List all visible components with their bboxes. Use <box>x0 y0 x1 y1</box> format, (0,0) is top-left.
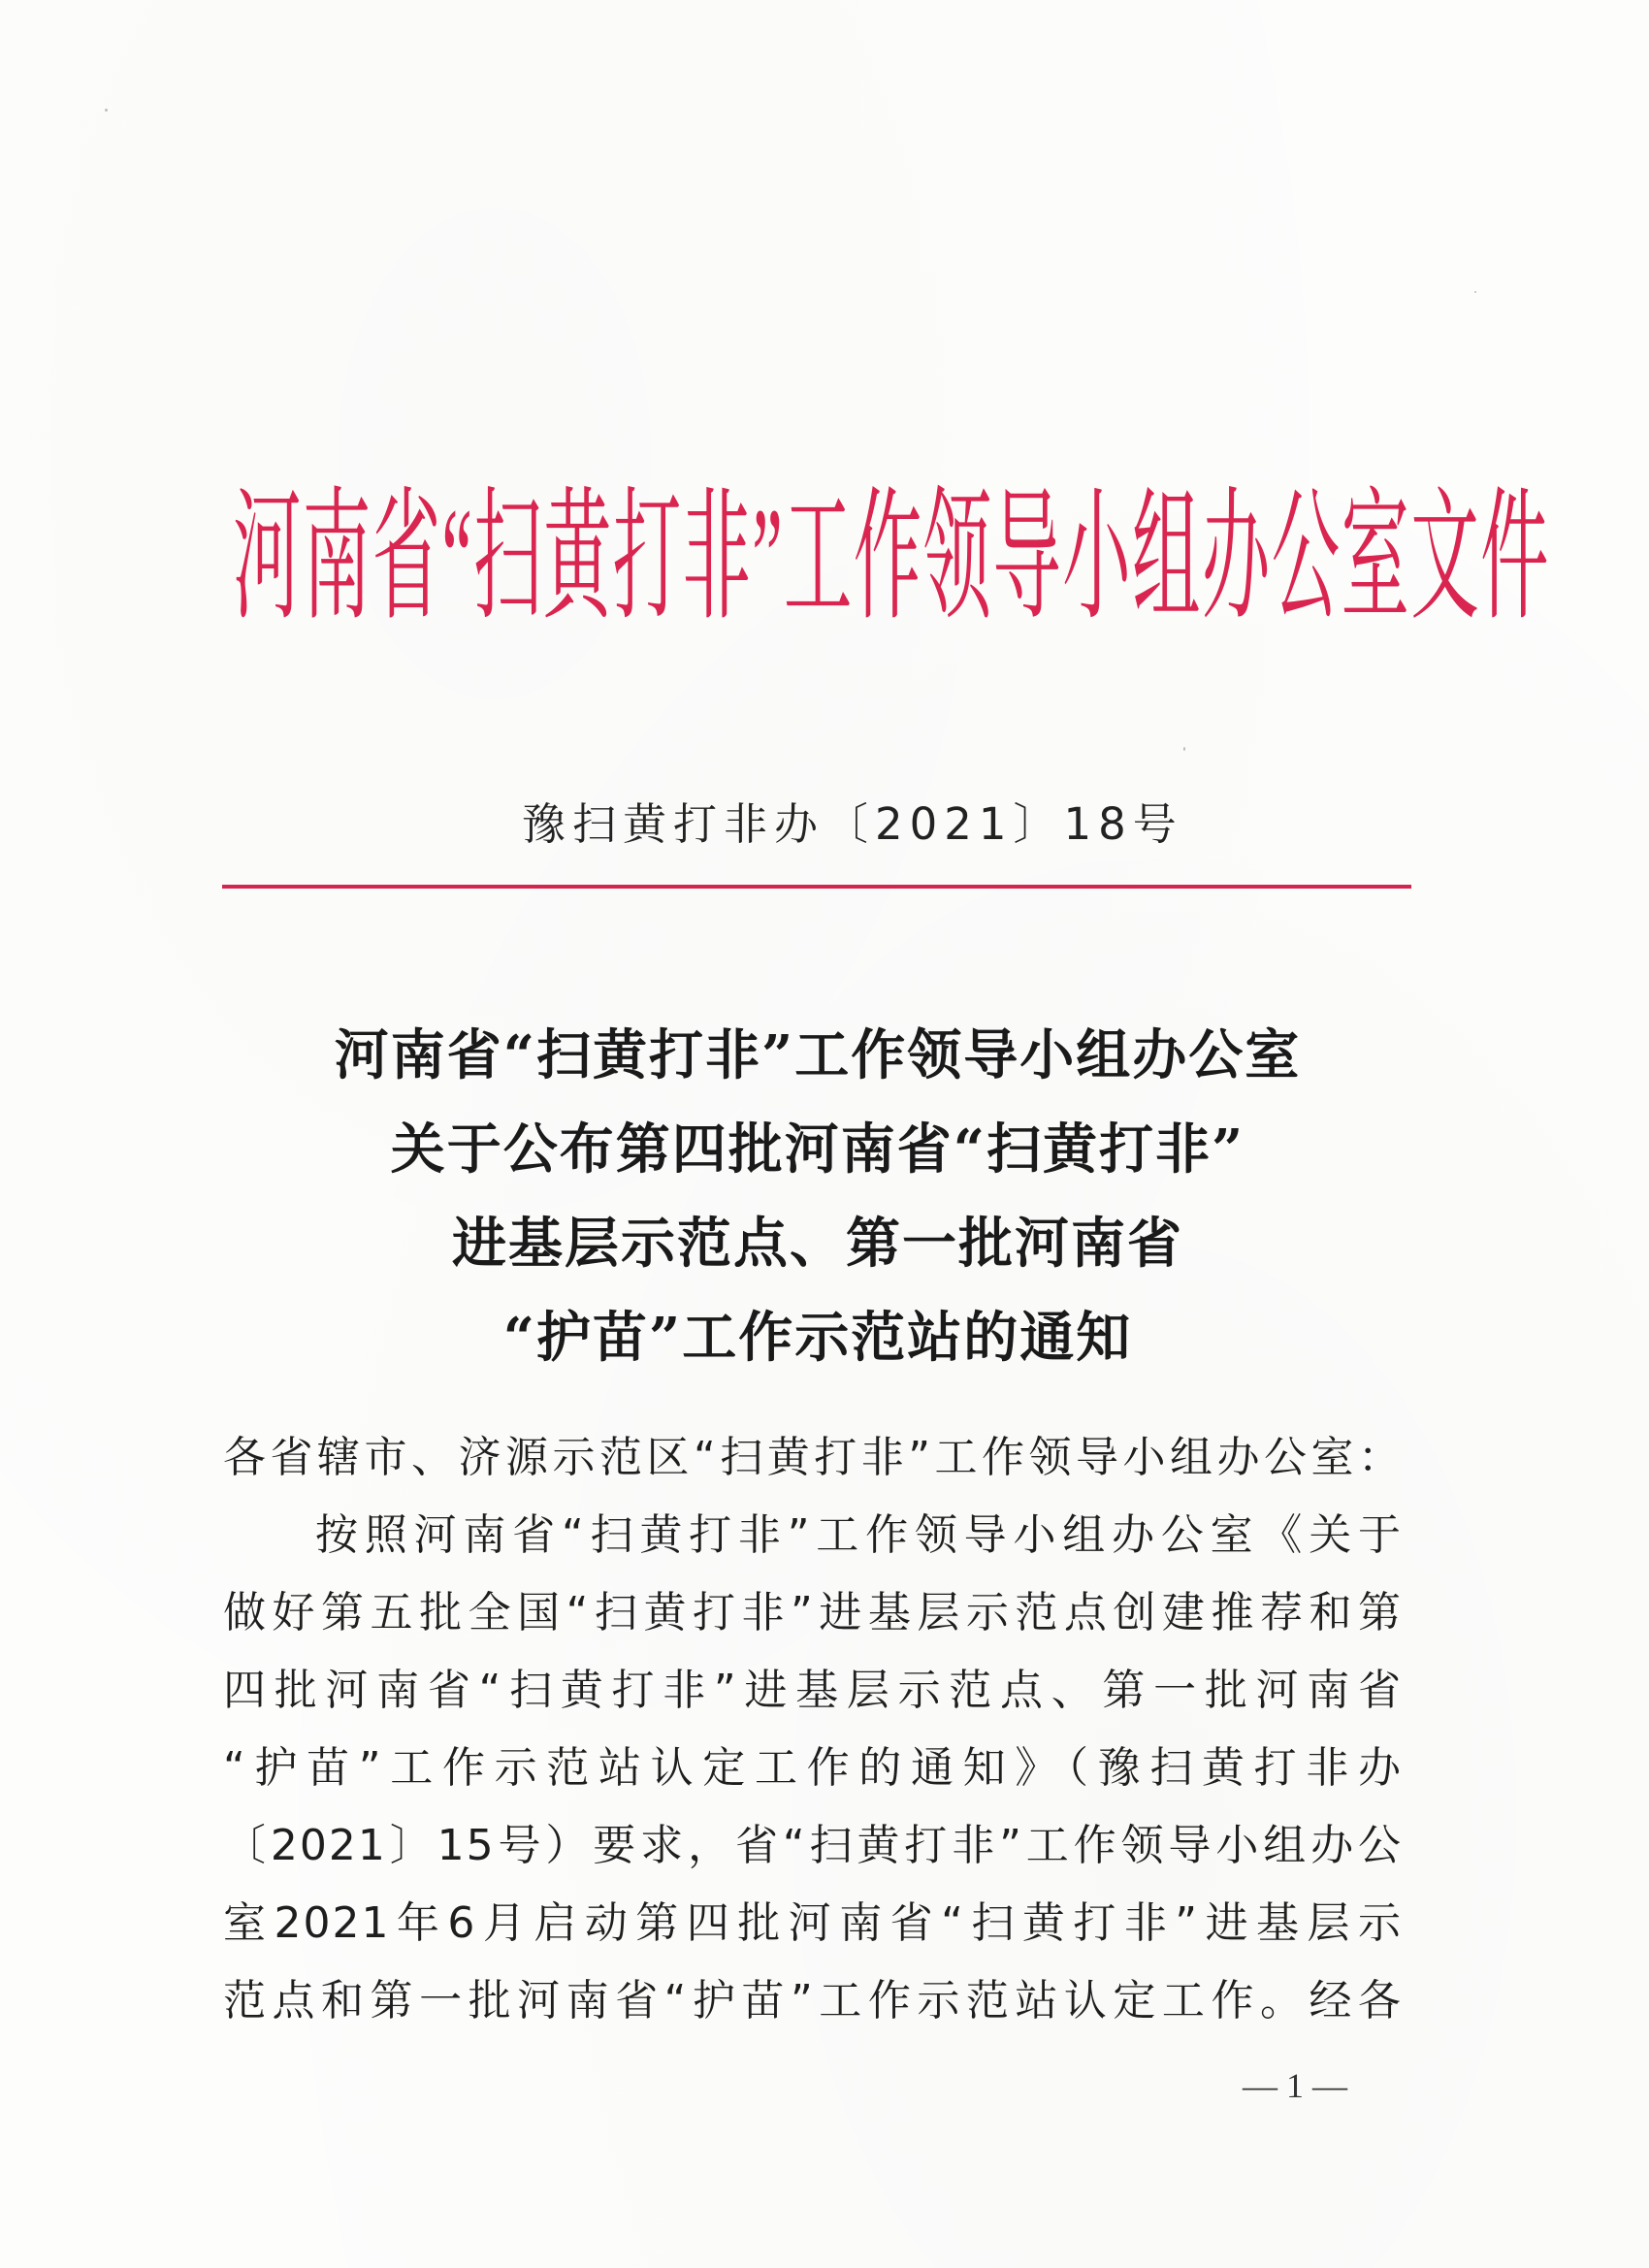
scan-speck <box>1474 291 1476 293</box>
title-line-2: 关于公布第四批河南省“扫黄打非” <box>390 1118 1245 1182</box>
body-line: 〔2021〕15号）要求，省“扫黄打非”工作领导小组办公 <box>223 1821 1403 1870</box>
body-line: 做好第五批全国“扫黄打非”进基层示范点创建推荐和第 <box>223 1588 1403 1637</box>
document-number: 豫扫黄打非办〔2021〕18号 <box>522 798 1183 850</box>
body-line: “护苗”工作示范站认定工作的通知》（豫扫黄打非办 <box>223 1743 1403 1793</box>
body-line: 室2021年6月启动第四批河南省“扫黄打非”进基层示 <box>223 1898 1403 1948</box>
title-line-1: 河南省“扫黄打非”工作领导小组办公室 <box>334 1023 1302 1087</box>
body-line: 四批河南省“扫黄打非”进基层示范点、第一批河南省 <box>223 1666 1403 1715</box>
document-body <box>223 1419 1403 2040</box>
body-line: 范点和第一批河南省“护苗”工作示范站认定工作。经各 <box>223 1976 1403 2025</box>
document-title <box>0 1009 1635 1385</box>
masthead <box>233 471 1550 646</box>
salutation: 各省辖市、济源示范区“扫黄打非”工作领导小组办公室： <box>223 1433 1403 1482</box>
body-line: 按照河南省“扫黄打非”工作领导小组办公室《关于 <box>315 1510 1403 1560</box>
scan-speck <box>105 109 108 112</box>
title-line-3: 进基层示范点、第一批河南省 <box>452 1212 1183 1276</box>
title-line-4: “护苗”工作示范站的通知 <box>502 1306 1133 1370</box>
masthead-title: 河南省“扫黄打非”工作领导小组办公室文件 <box>233 479 1550 638</box>
red-divider-rule <box>222 885 1411 889</box>
page-number: — 1 — <box>1243 2066 1347 2105</box>
scan-speck <box>1183 747 1185 751</box>
